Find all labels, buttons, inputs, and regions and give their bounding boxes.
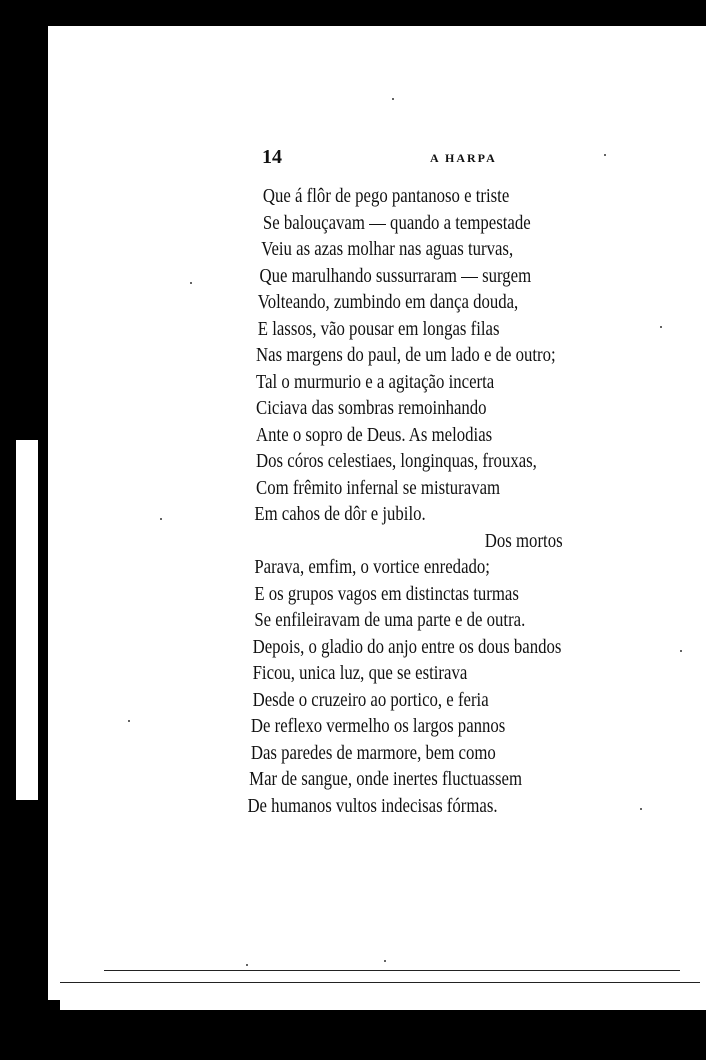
poem-line: Nas margens do paul, de um lado e de outro; bbox=[256, 345, 556, 366]
poem-line: Ficou, unica luz, que se estirava bbox=[252, 663, 468, 684]
poem-line: De humanos vultos indecisas fórmas. bbox=[247, 795, 498, 817]
poem-text bbox=[244, 184, 605, 820]
scan-speck bbox=[246, 964, 248, 966]
scan-speck bbox=[640, 808, 642, 810]
poem-line: Desde o cruzeiro ao portico, e feria bbox=[252, 689, 489, 711]
scan-speck bbox=[160, 518, 162, 520]
poem-line: Volteando, zumbindo em dança douda, bbox=[257, 292, 519, 313]
scan-border-left bbox=[0, 0, 14, 1060]
scan-speck bbox=[190, 282, 192, 284]
poem-line: Se enfileiravam de uma parte e de outra. bbox=[254, 610, 526, 631]
scan-border-bottom-gap bbox=[60, 1000, 706, 1010]
scan-speck bbox=[680, 650, 682, 652]
scan-border-top-inner bbox=[36, 14, 706, 26]
poem-line: Tal o murmurio e a agitação incerta bbox=[256, 371, 495, 393]
bottom-rule-upper bbox=[104, 970, 680, 971]
scan-speck bbox=[392, 98, 394, 100]
running-head: A HARPA bbox=[430, 151, 497, 165]
poem-line: Que marulhando sussurraram — surgem bbox=[259, 265, 532, 287]
scan-speck bbox=[384, 960, 386, 962]
poem-line: Parava, emfim, o vortice enredado; bbox=[254, 557, 490, 578]
poem-line: Mar de sangue, onde inertes fluctuassem bbox=[249, 769, 523, 790]
scan-speck bbox=[128, 720, 130, 722]
poem-line: Dos mortos bbox=[484, 530, 563, 552]
poem-line: Ante o sopro de Deus. As melodias bbox=[256, 424, 493, 446]
page-number: 14 bbox=[262, 146, 282, 168]
poem-line: E lassos, vão pousar em longas filas bbox=[257, 318, 500, 340]
poem-line: Em cahos de dôr e jubilo. bbox=[254, 504, 426, 525]
poem-line: E os grupos vagos em distinctas turmas bbox=[254, 583, 519, 605]
poem-line: Depois, o gladio do anjo entre os dous bandos bbox=[252, 636, 562, 658]
poem-line: De reflexo vermelho os largos pannos bbox=[250, 716, 506, 737]
scan-speck bbox=[660, 326, 662, 328]
scan-border-left-gap bbox=[16, 440, 38, 800]
poem-line: Dos córos celestiaes, longinquas, frouxas, bbox=[256, 451, 537, 472]
poem-line: Ciciava das sombras remoinhando bbox=[256, 398, 487, 419]
bottom-rule-lower bbox=[60, 982, 700, 983]
poem-line: Que á flôr de pego pantanoso e triste bbox=[262, 186, 510, 207]
poem-line: Veiu as azas molhar nas aguas turvas, bbox=[261, 239, 514, 260]
poem-line: Das paredes de marmore, bem como bbox=[250, 742, 496, 764]
scan-speck bbox=[604, 154, 606, 156]
page-header bbox=[262, 146, 522, 168]
poem-line: Com frêmito infernal se misturavam bbox=[256, 477, 501, 499]
poem-line: Se balouçavam — quando a tempestade bbox=[262, 212, 531, 234]
